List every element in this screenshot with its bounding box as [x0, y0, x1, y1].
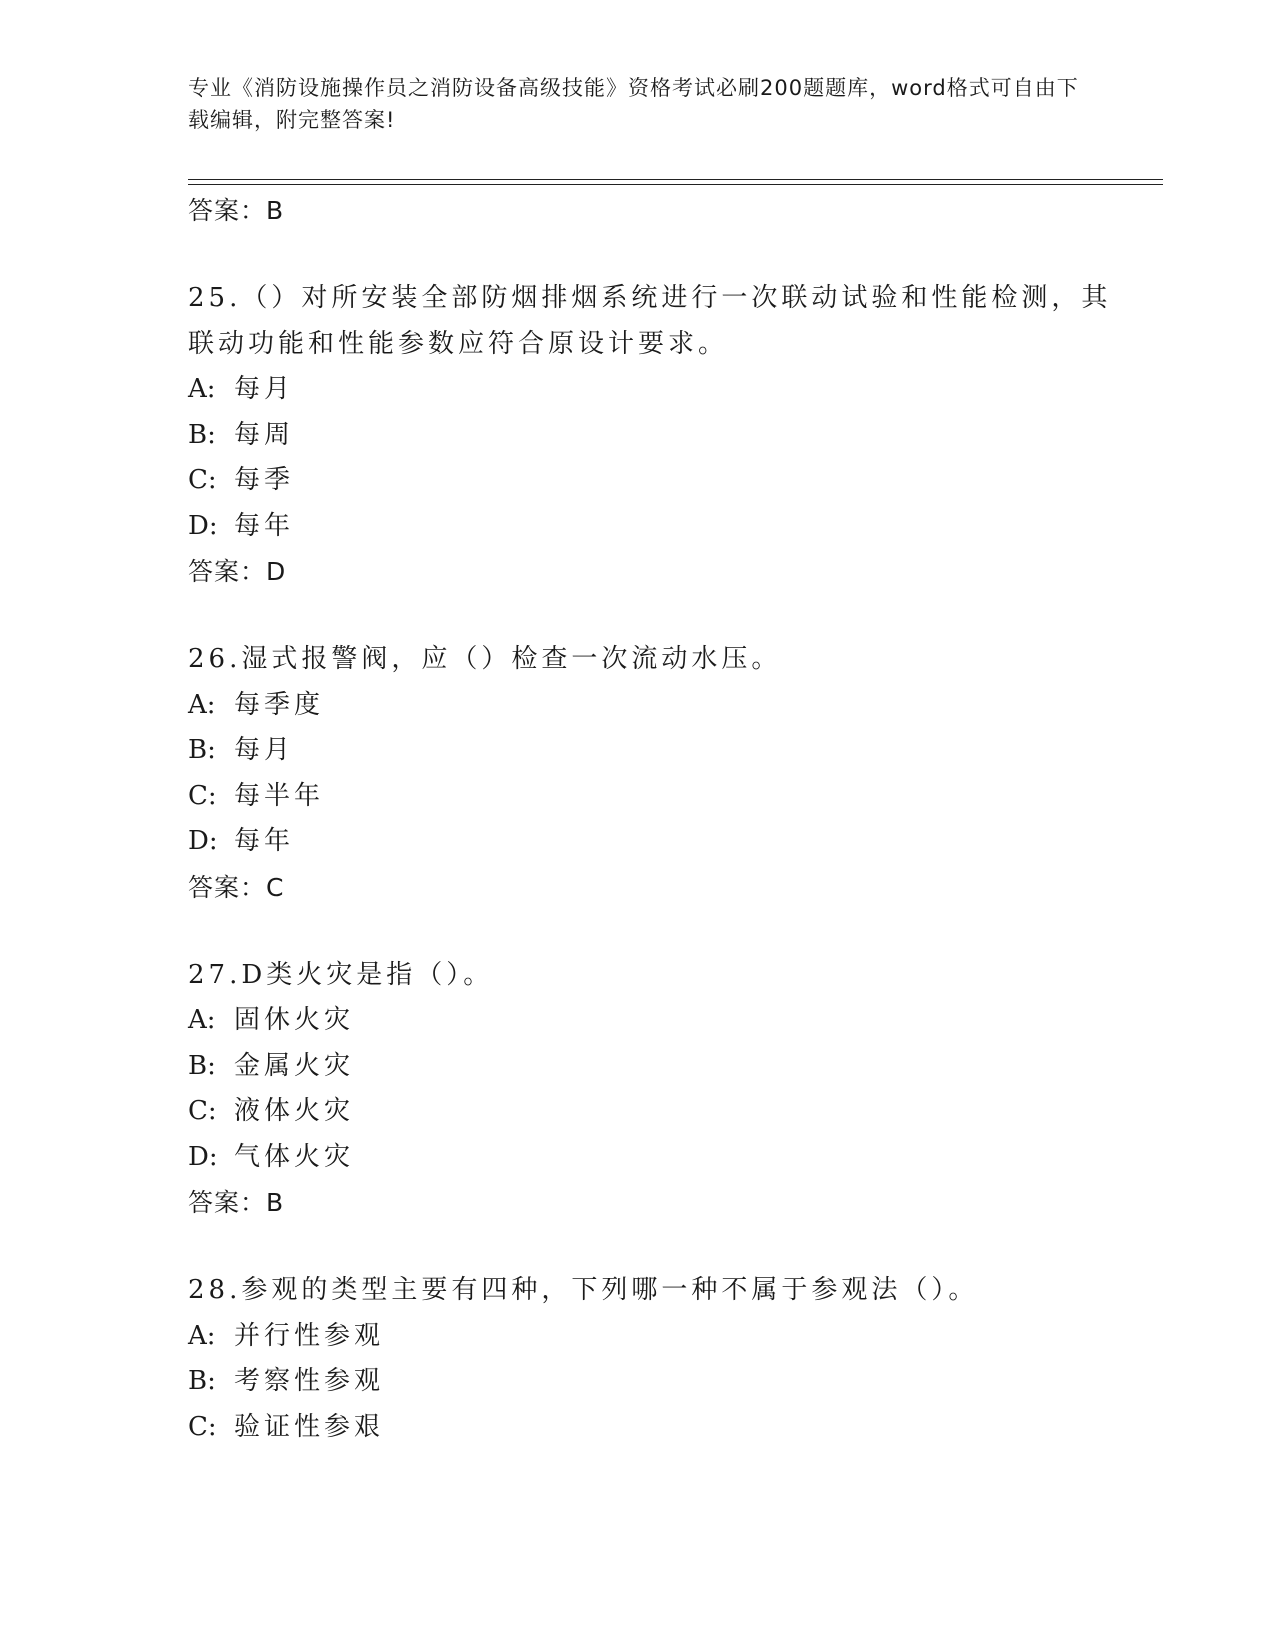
option-text: 金属火灾	[234, 1050, 355, 1081]
answer-line: 答案：D	[188, 557, 287, 586]
option-letter: A:	[188, 1005, 216, 1035]
header-divider-top	[188, 179, 1163, 180]
option-b	[188, 1359, 1118, 1405]
option-d	[188, 819, 1118, 865]
question-item	[188, 953, 1118, 1227]
option-letter: C:	[188, 780, 217, 811]
option-letter: C:	[188, 1411, 217, 1442]
header-divider-bottom	[188, 184, 1163, 185]
option-text: 气体火灾	[234, 1141, 355, 1172]
question-list	[188, 188, 1118, 1450]
option-letter: D:	[188, 826, 218, 856]
option-text: 并行性参观	[234, 1320, 385, 1351]
option-text: 液体火灾	[234, 1096, 355, 1126]
option-letter: C:	[188, 465, 217, 495]
option-text: 考察性参观	[234, 1366, 385, 1396]
option-d	[188, 1135, 1118, 1181]
option-d	[188, 504, 1118, 550]
question-item	[188, 1268, 1118, 1450]
option-c	[188, 774, 1118, 820]
option-text: 每季度	[234, 689, 325, 720]
option-letter: C:	[188, 1096, 217, 1126]
document-header: 专业《消防设施操作员之消防设备高级技能》资格考试必刷200题题库，word格式可自由下载编辑，附完整答案!	[188, 76, 1079, 132]
option-letter: D:	[188, 1141, 218, 1172]
option-c	[188, 1089, 1118, 1135]
option-text: 每月	[234, 374, 295, 404]
option-letter: B:	[188, 1050, 216, 1081]
question-stem: 26.湿式报警阀，应（）检查一次流动水压。	[188, 644, 782, 674]
question-stem: 25.（）对所安装全部防烟排烟系统进行一次联动试验和性能检测，其联动功能和性能参数应符合原设计要求。	[188, 283, 1112, 359]
option-text: 验证性参艰	[234, 1411, 385, 1442]
option-text: 每月	[234, 735, 295, 765]
option-letter: A:	[188, 374, 216, 404]
option-a	[188, 683, 1118, 729]
question-item	[188, 276, 1118, 595]
option-b	[188, 413, 1118, 459]
option-b	[188, 728, 1118, 774]
option-text: 每周	[234, 419, 295, 450]
option-a	[188, 367, 1118, 413]
option-c	[188, 458, 1118, 504]
option-letter: D:	[188, 510, 218, 541]
option-text: 固休火灾	[234, 1005, 355, 1035]
option-letter: A:	[188, 689, 216, 720]
option-letter: B:	[188, 735, 216, 765]
answer-line: 答案：B	[188, 1188, 285, 1217]
option-letter: B:	[188, 1366, 216, 1396]
option-letter: A:	[188, 1320, 216, 1351]
option-text: 每半年	[234, 780, 325, 811]
option-a	[188, 1314, 1118, 1360]
option-b	[188, 1044, 1118, 1090]
option-a	[188, 998, 1118, 1044]
option-letter: B:	[188, 419, 216, 450]
option-text: 每年	[234, 510, 295, 541]
option-text: 每年	[234, 826, 295, 856]
answer-line: 答案：B	[188, 196, 285, 225]
question-stem: 27.D类火灾是指（）。	[188, 959, 494, 990]
option-c	[188, 1405, 1118, 1451]
option-text: 每季	[234, 465, 295, 495]
question-item	[188, 637, 1118, 911]
answer-line: 答案：C	[188, 872, 285, 902]
question-stem: 28.参观的类型主要有四种，下列哪一种不属于参观法（）。	[188, 1275, 979, 1305]
